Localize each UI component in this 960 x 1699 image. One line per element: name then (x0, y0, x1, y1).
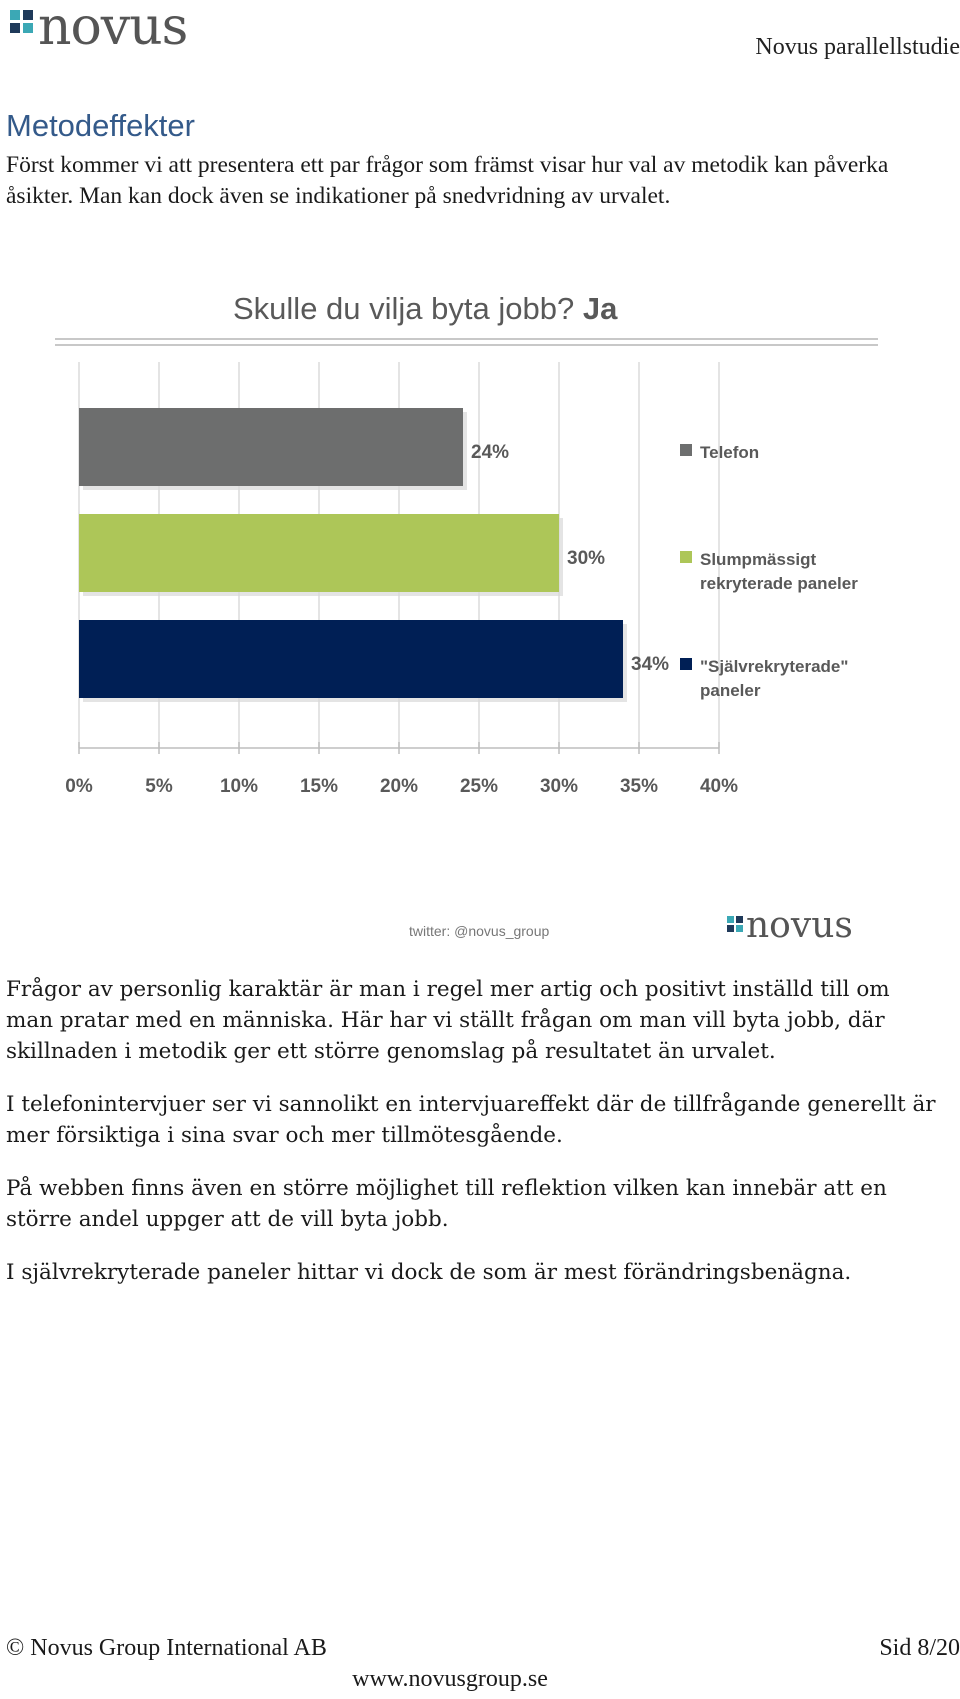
bar-value-label-1: 30% (567, 548, 606, 569)
x-tick-label-8: 40% (699, 776, 739, 797)
legend-label-1-1: rekryterade paneler (700, 574, 858, 593)
footer-url: www.novusgroup.se (352, 1666, 548, 1692)
chart-logo-square-teal-2 (736, 925, 743, 932)
section-title: Metodeffekter (6, 108, 195, 143)
legend-swatch-2 (680, 658, 692, 670)
bar-value-label-2: 34% (631, 654, 670, 675)
chart-credit: twitter: @novus_group (409, 923, 550, 939)
x-tick-label-5: 25% (459, 776, 499, 797)
legend-label-2-0: "Självrekryterade" (700, 657, 849, 676)
bar-1 (79, 514, 559, 592)
logo-square-teal-2 (23, 23, 33, 33)
bar-chart (0, 280, 960, 960)
chart-logo (727, 905, 853, 946)
legend-label-1-0: Slumpmässigt (700, 550, 817, 569)
title-rule (55, 338, 878, 340)
chart-logo-square-teal (727, 916, 734, 923)
chart-logo-square-navy (736, 916, 743, 923)
footer-page-number: Sid 8/20 (879, 1635, 960, 1661)
intro-paragraph: Först kommer vi att presentera ett par frågor som främst visar hur val av metodik kan påverka åsikter. Man kan dock även se indikationer på snedvridning av urvalet. (6, 152, 889, 209)
x-tick-label-7: 35% (619, 776, 659, 797)
title-rule-2 (55, 344, 878, 346)
chart-title-bold: Ja (582, 291, 618, 326)
x-tick-label-1: 5% (145, 776, 173, 797)
novus-logo (8, 4, 308, 52)
x-axis (65, 742, 738, 797)
logo-text: novus (38, 4, 188, 52)
document-title: Novus parallellstudie (755, 34, 960, 60)
legend-label-2-1: paneler (700, 681, 761, 700)
x-tick-label-3: 15% (299, 776, 339, 797)
bar-2 (79, 620, 623, 698)
footer-copyright: © Novus Group International AB (6, 1635, 327, 1661)
logo-square-navy-2 (10, 23, 20, 33)
legend-label-0-0: Telefon (700, 443, 760, 462)
body-text (6, 974, 936, 1310)
body-paragraph-4: I självrekryterade paneler hittar vi dock de som är mest förändringsbenägna. (6, 1260, 852, 1285)
x-tick-label-6: 30% (539, 776, 579, 797)
logo-square-navy (23, 10, 33, 20)
legend-swatch-0 (680, 444, 692, 456)
chart-logo-square-navy-2 (727, 925, 734, 932)
bar-value-label-0: 24% (471, 442, 510, 463)
legend-swatch-1 (680, 551, 692, 563)
bars (79, 408, 669, 702)
body-paragraph-2: I telefonintervjuer ser vi sannolikt en intervjuareffekt där de tillfrågande generellt är mer försiktiga i sina svar och mer tillmötesgående. (6, 1092, 936, 1148)
x-tick-label-0: 0% (65, 776, 93, 797)
x-tick-label-2: 10% (219, 776, 259, 797)
bar-0 (79, 408, 463, 486)
logo-square-teal (10, 10, 20, 20)
chart-title-main: Skulle du vilja byta jobb? (233, 291, 583, 326)
legend (680, 443, 858, 700)
body-paragraph-1: Frågor av personlig karaktär är man i regel mer artig och positivt inställd till om man pratar med en människa. Här har vi ställt frågan om man vill byta jobb, där skillnaden i metodik ger ett större genomslag på resultatet än urvalet. (6, 977, 890, 1064)
chart-title (233, 291, 618, 326)
chart-logo-text: novus (746, 905, 853, 946)
x-tick-label-4: 20% (379, 776, 419, 797)
body-paragraph-3: På webben finns även en större möjlighet till reflektion vilken kan innebär att en större andel uppger att de vill byta jobb. (6, 1176, 887, 1232)
